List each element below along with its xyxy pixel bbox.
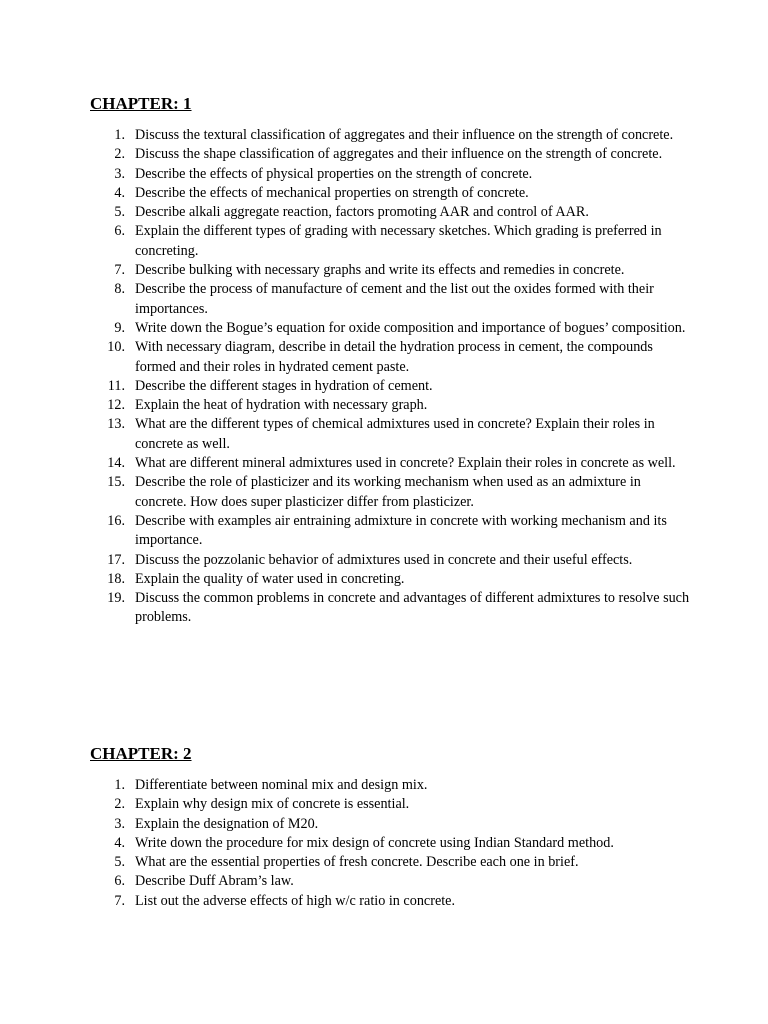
list-item (90, 415, 690, 454)
question-text: What are the essential properties of fresh concrete. Describe each one in brief. (135, 854, 579, 871)
question-text: Explain the designation of M20. (135, 815, 319, 832)
question-number: 1. (114, 777, 125, 793)
list-item (90, 222, 690, 261)
question-number: 5. (114, 854, 125, 871)
list-item (90, 165, 690, 184)
question-number: 13. (107, 416, 125, 433)
question-number: 2. (114, 796, 125, 813)
question-text: Describe the role of plasticizer and its working mechanism when used as an admixture in concrete. How does super plasticizer differ from plasticizer. (135, 474, 641, 510)
question-number: 10. (107, 339, 125, 356)
list-item (90, 853, 690, 872)
list-item (90, 815, 690, 834)
question-text: Describe with examples air entraining admixture in concrete with working mechanism and its importance. (135, 512, 667, 549)
chapter-1-question-list (90, 126, 690, 628)
question-text: What are different mineral admixtures used in concrete? Explain their roles in concrete as well. (135, 455, 676, 472)
question-text: Describe the effects of mechanical properties on strength of concrete. (135, 184, 529, 201)
question-text: Discuss the pozzolanic behavior of admixtures used in concrete and their useful effects. (135, 551, 633, 568)
list-item (90, 377, 690, 396)
question-number: 19. (107, 590, 125, 607)
question-text: Discuss the common problems in concrete and advantages of different admixtures to resolve such problems. (135, 590, 690, 626)
question-number: 3. (114, 815, 125, 832)
question-number: 16. (107, 512, 125, 529)
list-item (90, 396, 690, 415)
question-text: What are the different types of chemical admixtures used in concrete? Explain their roles in concrete as well. (135, 416, 655, 452)
question-text: Write down the Bogue’s equation for oxide composition and importance of bogues’ composition. (135, 319, 686, 336)
question-text: Explain the heat of hydration with necessary graph. (135, 397, 428, 414)
list-item (90, 203, 690, 222)
question-text: With necessary diagram, describe in detail the hydration process in cement, the compounds formed and their roles in hydrated cement paste. (135, 339, 653, 375)
list-item (90, 795, 690, 814)
list-item (90, 184, 690, 203)
question-number: 4. (114, 184, 125, 201)
question-text: Describe the effects of physical properties on the strength of concrete. (135, 165, 533, 182)
question-text: Explain why design mix of concrete is essential. (135, 796, 410, 813)
question-number: 15. (107, 474, 125, 491)
list-item (90, 338, 690, 377)
question-text: Differentiate between nominal mix and design mix. (135, 777, 428, 793)
list-item (90, 512, 690, 551)
list-item (90, 145, 690, 164)
question-number: 18. (107, 570, 125, 587)
question-text: Discuss the shape classification of aggregates and their influence on the strength of concrete. (135, 146, 663, 163)
question-number: 6. (114, 223, 125, 240)
question-text: Describe the process of manufacture of cement and the list out the oxides formed with their importances. (135, 281, 654, 317)
question-number: 11. (107, 377, 125, 394)
chapter-2-heading: CHAPTER: 2 (90, 744, 192, 763)
question-number: 17. (107, 551, 125, 568)
question-number: 7. (114, 262, 125, 279)
question-text: List out the adverse effects of high w/c ratio in concrete. (135, 892, 456, 909)
question-number: 12. (107, 397, 125, 414)
question-number: 3. (114, 165, 125, 182)
question-number: 5. (114, 204, 125, 221)
list-item (90, 589, 690, 628)
question-text: Explain the quality of water used in concreting. (135, 570, 405, 587)
question-text: Describe the different stages in hydration of cement. (135, 377, 433, 394)
chapter-1-heading: CHAPTER: 1 (90, 94, 192, 113)
question-text: Explain the different types of grading with necessary sketches. Which grading is preferred in concreting. (135, 223, 662, 259)
list-item (90, 126, 690, 145)
question-number: 6. (114, 873, 125, 890)
list-item (90, 892, 690, 911)
list-item (90, 454, 690, 473)
question-text: Describe alkali aggregate reaction, factors promoting AAR and control of AAR. (135, 204, 589, 221)
list-item (90, 872, 690, 891)
list-item (90, 834, 690, 853)
question-number: 4. (114, 834, 125, 851)
question-text: Describe bulking with necessary graphs and write its effects and remedies in concrete. (135, 262, 625, 279)
list-item (90, 776, 690, 795)
list-item (90, 319, 690, 338)
list-item (90, 280, 690, 319)
chapter-2-section (90, 744, 690, 911)
list-item (90, 473, 690, 512)
question-number: 2. (114, 146, 125, 163)
question-number: 9. (114, 319, 125, 336)
list-item (90, 570, 690, 589)
list-item (90, 261, 690, 280)
question-number: 14. (107, 455, 125, 472)
chapter-2-question-list (90, 776, 690, 911)
question-text: Discuss the textural classification of aggregates and their influence on the strength of concrete. (135, 127, 674, 143)
question-text: Describe Duff Abram’s law. (135, 873, 294, 890)
question-number: 1. (114, 127, 125, 143)
chapter-1-section (90, 94, 690, 628)
list-item (90, 551, 690, 570)
question-number: 8. (114, 281, 125, 298)
question-text: Write down the procedure for mix design of concrete using Indian Standard method. (135, 834, 614, 851)
question-number: 7. (114, 892, 125, 909)
